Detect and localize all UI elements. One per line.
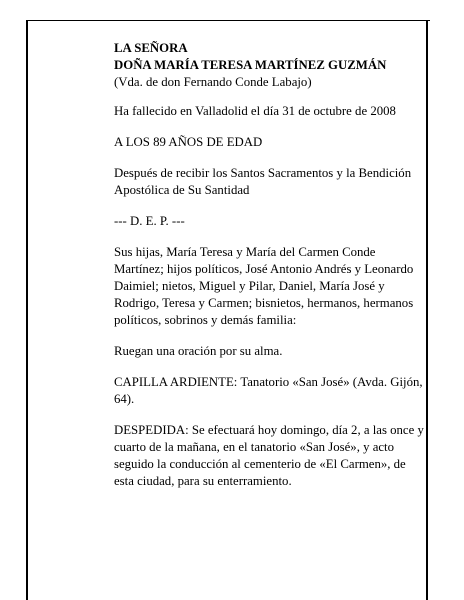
death-notice: Ha fallecido en Valladolid el día 31 de octubre de 2008 <box>114 104 396 118</box>
left-border <box>26 20 28 600</box>
deceased-name: DOÑA MARÍA TERESA MARTÍNEZ GUZMÁN <box>114 58 387 72</box>
top-border <box>26 20 430 21</box>
obituary-text <box>114 40 426 504</box>
sacraments-paragraph: Después de recibir los Santos Sacramentos y la Bendición Apostólica de Su Santidad <box>114 166 412 197</box>
farewell-paragraph: DESPEDIDA: Se efectuará hoy domingo, día 2, a las once y cuarto de la mañana, en el tanatorio «San José», y acto seguido la conducción al cementerio de «El Carmen», de esta ciudad, para su enterramiento. <box>114 423 424 488</box>
widow-line: (Vda. de don Fernando Conde Labajo) <box>114 75 312 89</box>
chapel-paragraph: CAPILLA ARDIENTE: Tanatorio «San José» (Avda. Gijón, 64). <box>114 375 423 406</box>
dep-line: --- D. E. P. --- <box>114 214 185 228</box>
right-border <box>426 20 428 600</box>
prayer-line: Ruegan una oración por su alma. <box>114 344 283 358</box>
age-line: A LOS 89 AÑOS DE EDAD <box>114 135 263 149</box>
heading-title: LA SEÑORA <box>114 41 188 55</box>
obituary-heading <box>114 40 426 91</box>
family-paragraph: Sus hijas, María Teresa y María del Carmen Conde Martínez; hijos políticos, José Antonio Andrés y Leonardo Daimiel; nietos, Miguel y Pilar, Daniel, María José y Rodrigo, Teresa y Carmen; bisnietos, hermanos, hermanos políticos, sobrinos y demás familia: <box>114 245 414 327</box>
